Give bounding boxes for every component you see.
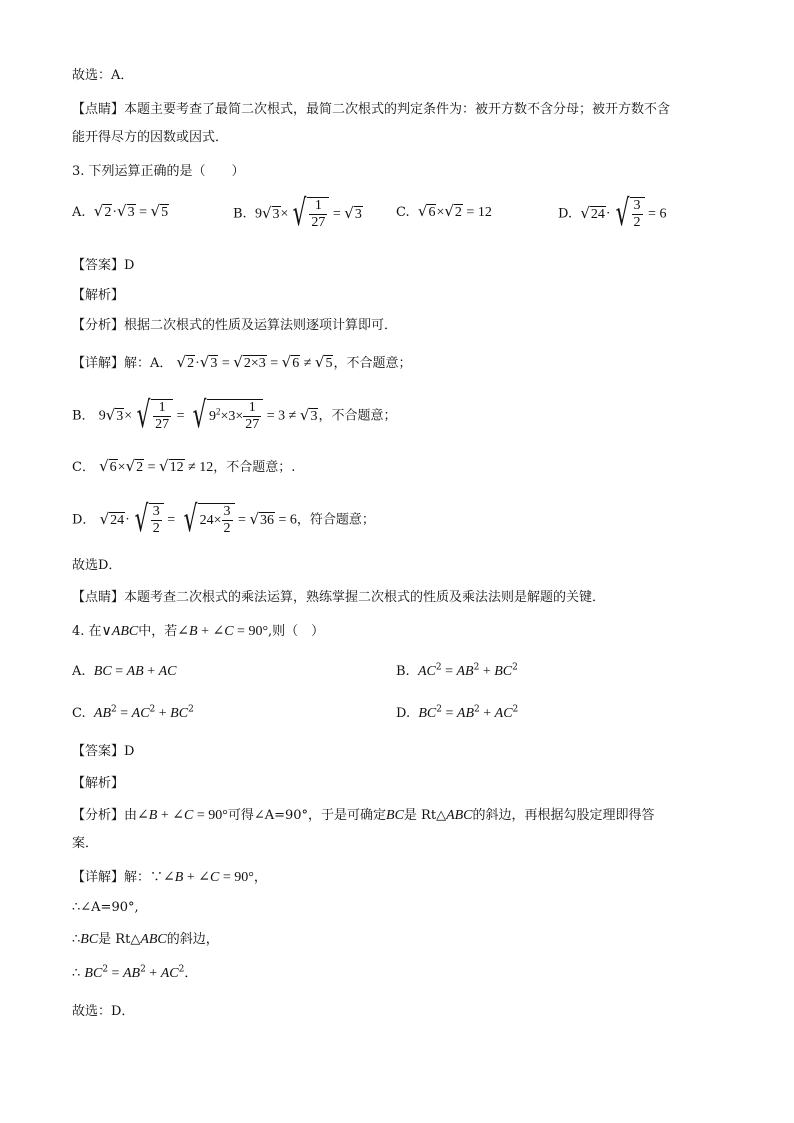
xiangjie-3-c: C． √6×√2 = √12 ≠ 12，不合题意；. <box>72 457 296 475</box>
q4-option-c: C. $AB^2 = AC^2 + BC^2$ <box>72 704 194 721</box>
q3-option-d: D. √24· √ $\frac{3}{2}$ = 6 <box>558 193 667 234</box>
fenxi-3: 【分析】根据二次根式的性质及运算法则逐项计算即可． <box>72 318 398 333</box>
xiangjie-3-a: 【详解】解：A． √2·√3 = √2×3 = √6 ≠ √5，不合题意； <box>72 353 412 371</box>
q3-option-b: B. 9√3× √ $\frac{1}{27}$ = √3 <box>233 193 362 234</box>
analysis-3-heading: 【解析】 <box>72 288 125 303</box>
question-3: 3. 下列运算正确的是（ ） <box>72 164 245 179</box>
q4-option-b: B. $AC^2 = AB^2 + BC^2$ <box>396 662 518 679</box>
question-4: 4. 在∨ABC中，若∠B + ∠C = 90°,则（ ） <box>72 624 325 639</box>
xiangjie-4-c: ∴BC是 Rt△ABC的斜边， <box>72 932 219 947</box>
xiangjie-3-b: B． 9√3× √ $\frac{1}{27}$ = √ $9^2\times 3\times$ $\frac{1}{27}$ = 3 ≠ √3，不合题意； <box>72 395 397 436</box>
q4-option-a: A. BC = AB + AC <box>72 664 177 679</box>
xiangjie-4-b: ∴∠A=90°, <box>72 900 139 915</box>
choice-3: 故选D． <box>72 558 122 573</box>
xiangjie-4-a: 【详解】解：∵∠B + ∠C = 90°， <box>72 870 267 885</box>
q4-option-d: D. $BC^2 = AB^2 + AC^2$ <box>396 704 519 721</box>
answer-3: 【答案】D <box>72 258 135 273</box>
fenxi-4-line-2: 案． <box>72 836 99 851</box>
note-3: 【点睛】本题考查二次根式的乘法运算，熟练掌握二次根式的性质及乘法法则是解题的关键． <box>72 590 606 605</box>
choice-4: 故选：D． <box>72 1004 135 1019</box>
note-paragraph-1: 【点睛】本题主要考查了最简二次根式，最简二次根式的判定条件为：被开方数不含分母；被开方数不含 能开得尽方的因数或因式． <box>72 102 671 145</box>
xiangjie-3-d: D． √24· √ $\frac{3}{2}$ = √ 24× $\frac{3}{2}$ = √36 = 6，符合题意； <box>72 499 375 540</box>
analysis-4-heading: 【解析】 <box>72 776 125 791</box>
fenxi-4-line-1: 【分析】由∠B + ∠C = 90°可得∠A=90°，于是可确定BC是 Rt△ABC的斜边，再根据勾股定理即得答 <box>72 808 655 823</box>
q3-option-c: C. √6×√2 = 12 <box>396 202 492 220</box>
xiangjie-4-d: ∴ $BC^2 = AB^2 + AC^2$． <box>72 964 198 981</box>
choice-line: 故选：A． <box>72 68 134 83</box>
answer-4: 【答案】D <box>72 744 135 759</box>
q3-option-a: A. √2·√3 = √5 <box>72 202 169 220</box>
